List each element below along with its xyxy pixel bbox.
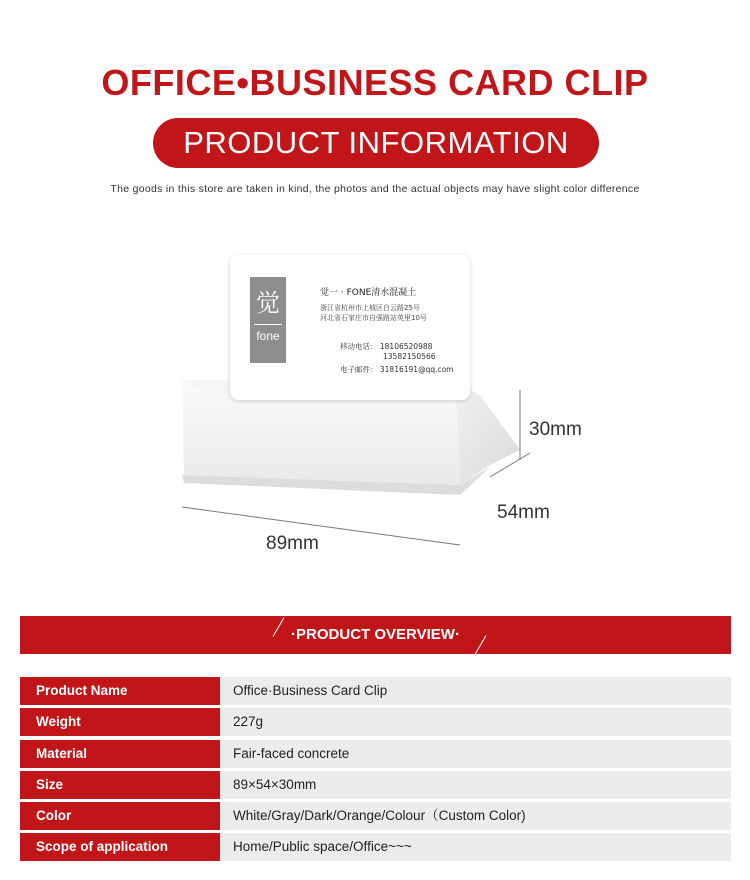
table-row bbox=[20, 677, 731, 705]
width-dimension: 89mm bbox=[266, 533, 319, 554]
table-row bbox=[20, 802, 731, 830]
overview-title: ·PRODUCT OVERVIEW· bbox=[291, 626, 460, 643]
mobile-label: 移动电话： bbox=[340, 342, 378, 351]
row-key: Weight bbox=[20, 708, 234, 736]
row-value: 89×54×30mm bbox=[220, 771, 731, 799]
depth-dimension: 54mm bbox=[497, 502, 550, 523]
card-address-1: 浙江省杭州市上城区白云路25号 bbox=[320, 304, 420, 312]
table-row bbox=[20, 740, 731, 768]
row-key: Product Name bbox=[20, 677, 234, 705]
page-title: OFFICE•BUSINESS CARD CLIP bbox=[101, 62, 649, 103]
disclaimer-note: The goods in this store are taken in kind, the photos and the actual objects may have slight color difference bbox=[110, 183, 640, 195]
row-value: 227g bbox=[220, 708, 731, 736]
card-brand: 觉一 · FONE清水混凝土 bbox=[320, 288, 417, 298]
section-pill: PRODUCT INFORMATION bbox=[153, 118, 599, 168]
table-row bbox=[20, 708, 731, 736]
row-value: White/Gray/Dark/Orange/Colour（Custom Color) bbox=[220, 802, 731, 830]
table-row bbox=[20, 771, 731, 799]
email-label: 电子邮件： bbox=[340, 365, 378, 374]
height-dimension: 30mm bbox=[529, 419, 582, 440]
row-key: Size bbox=[20, 771, 234, 799]
row-value: Office·Business Card Clip bbox=[220, 677, 731, 705]
logo-char: 觉 bbox=[256, 289, 280, 317]
mobile-2: 13582150566 bbox=[383, 352, 436, 361]
card-email: 31816191@qq.com bbox=[379, 365, 454, 374]
card-address-2: 河北省石家庄市自强路站英里10号 bbox=[320, 314, 427, 322]
row-key: Material bbox=[20, 740, 234, 768]
row-key: Scope of application bbox=[20, 833, 234, 861]
logo-word: fone bbox=[256, 329, 280, 343]
table-row bbox=[20, 833, 731, 861]
row-value: Home/Public space/Office~~~ bbox=[220, 833, 731, 861]
row-key: Color bbox=[20, 802, 234, 830]
overview-band bbox=[20, 616, 731, 654]
mobile-1: 18106520988 bbox=[379, 342, 433, 351]
row-value: Fair-faced concrete bbox=[220, 740, 731, 768]
